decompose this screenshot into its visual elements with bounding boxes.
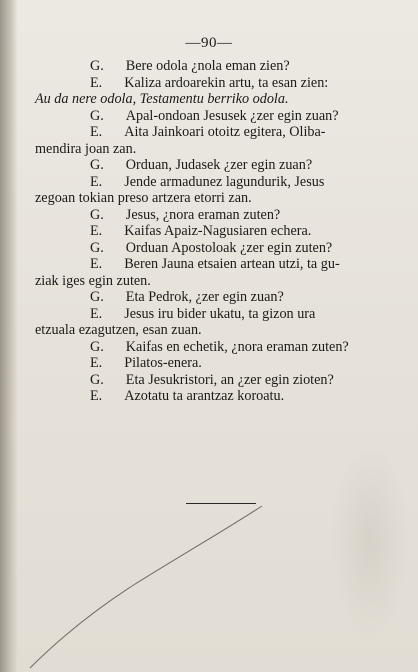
line-text: Bere odola ¿nola eman zien?	[125, 58, 290, 74]
speaker-label: G.	[90, 58, 104, 74]
line-text: Au da nere odola, Testamentu berriko odola.	[35, 91, 289, 107]
speaker-label: G.	[90, 206, 104, 223]
speaker-label: G.	[90, 371, 104, 388]
line-text: Jesus, ¿nora eraman zuten?	[125, 206, 281, 223]
line-text: Kaifas Apaiz-Nagusiaren echera.	[124, 223, 312, 239]
speaker-label: E.	[90, 74, 103, 91]
line-text: mendira joan zan.	[35, 140, 137, 157]
page-number: —90—	[185, 35, 233, 51]
line-text: Eta Pedrok, ¿zer egin zuan?	[125, 289, 284, 305]
speaker-label: E.	[90, 355, 103, 371]
line-text: Jende armadunez lagundurik, Jesus	[124, 173, 325, 190]
speaker-label: E.	[90, 173, 103, 190]
line-text: Eta Jesukristori, an ¿zer egin zioten?	[125, 371, 334, 388]
speaker-label: E.	[90, 388, 103, 404]
line-text: etzuala ezagutzen, esan zuan.	[35, 322, 202, 338]
speaker-label: E.	[90, 256, 103, 272]
line-text: zegoan tokian preso artzera etorri zan.	[35, 190, 252, 206]
speaker-label: G.	[90, 107, 104, 124]
line-text: Azotatu ta arantzaz koroatu.	[124, 388, 285, 404]
line-text: Beren Jauna etsaien artean utzi, ta gu-	[124, 256, 340, 272]
line-text: Aita Jainkoari otoitz egitera, Oliba-	[124, 124, 326, 140]
speaker-label: G.	[90, 239, 104, 256]
line-text: ziak iges egin zuten.	[35, 272, 151, 289]
speaker-label: G.	[90, 289, 104, 305]
speaker-label: E.	[90, 223, 103, 239]
speaker-label: G.	[90, 157, 104, 173]
line-text: Pilatos-enera.	[124, 355, 202, 371]
line-text: Kaifas en echetik, ¿nora eraman zuten?	[125, 338, 349, 355]
speaker-label: E.	[90, 124, 103, 140]
line-text: Orduan, Judasek ¿zer egin zuan?	[125, 157, 313, 173]
line-text: Jesus iru bider ukatu, ta gizon ura	[124, 305, 316, 322]
line-text: Kaliza ardoarekin artu, ta esan zien:	[124, 74, 329, 91]
line-text: Apal-ondoan Jesusek ¿zer egin zuan?	[125, 107, 339, 124]
line-text: Orduan Apostoloak ¿zer egin zuten?	[125, 239, 333, 256]
speaker-label: G.	[90, 338, 104, 355]
speaker-label: E.	[90, 305, 103, 322]
